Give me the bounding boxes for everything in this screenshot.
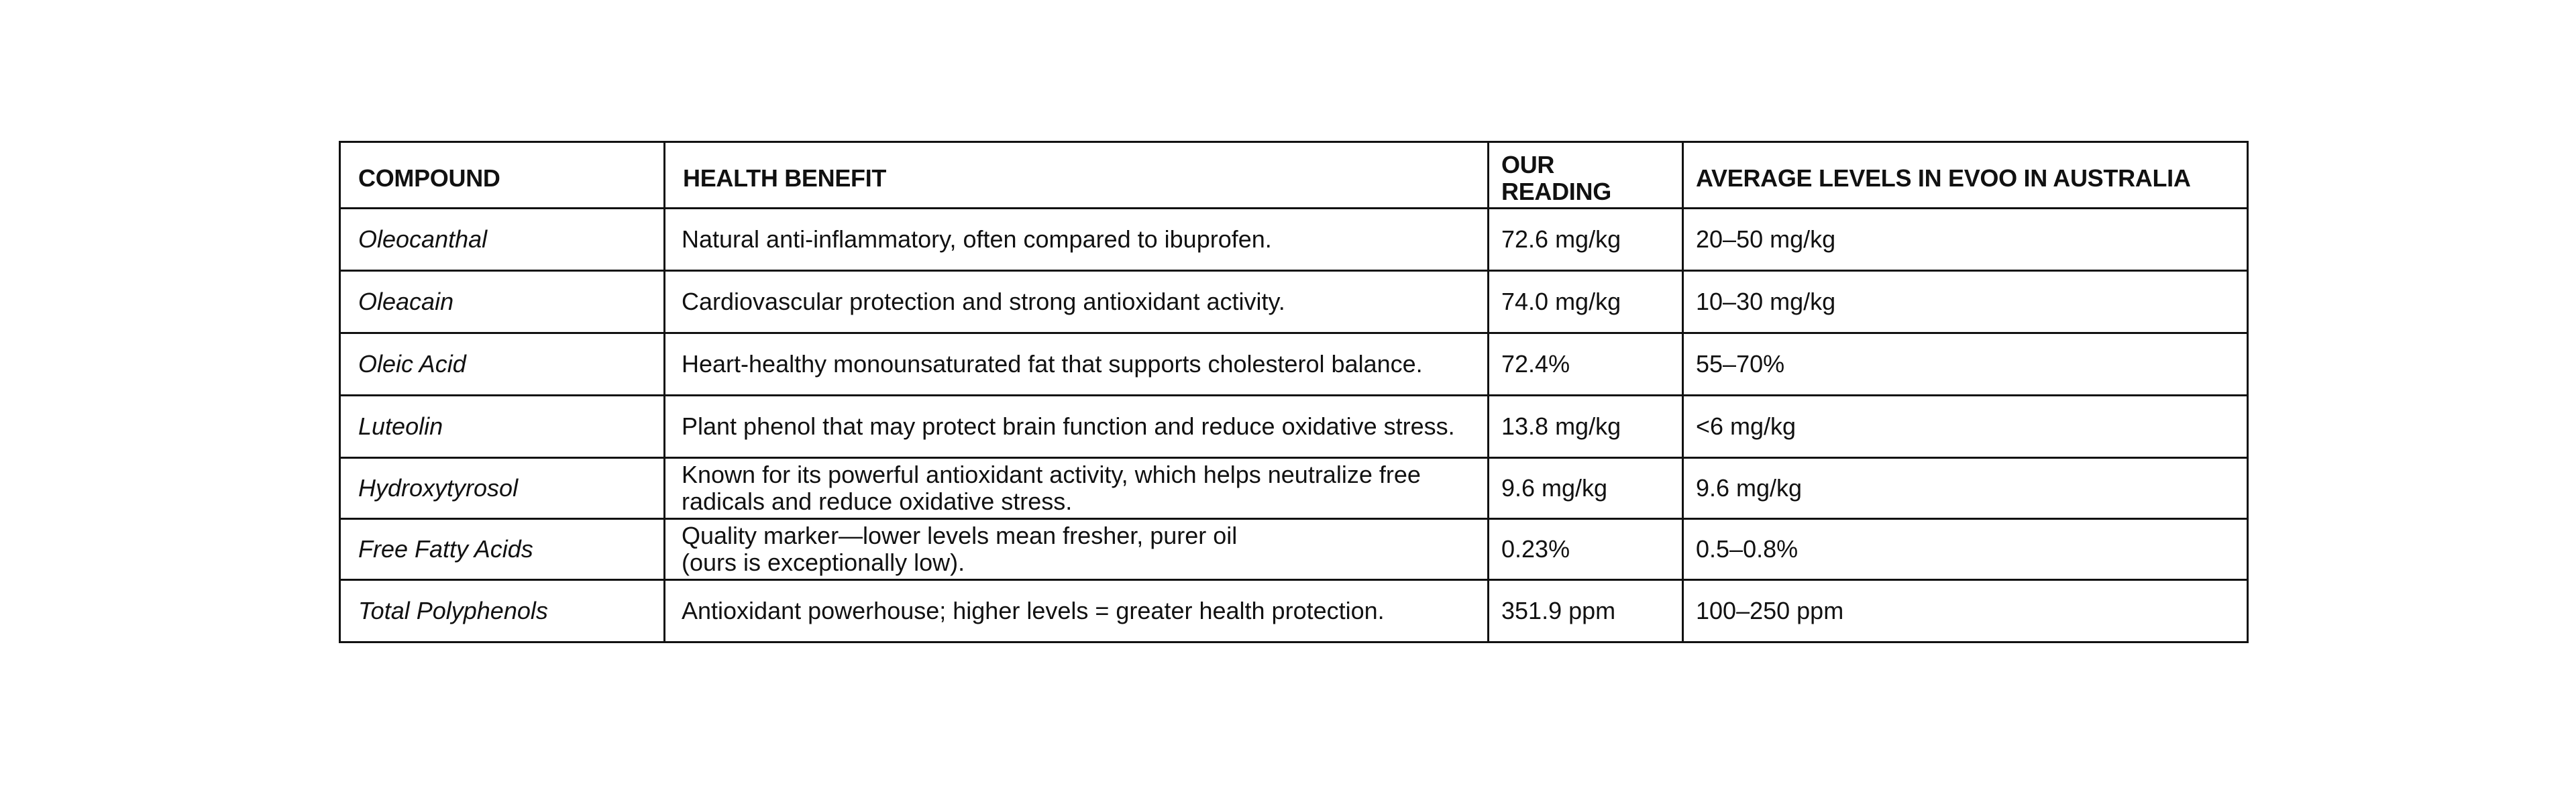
health-benefit [665,396,1489,458]
health-benefit-line: radicals and reduce oxidative stress. [682,488,1073,515]
health-benefit-line: (ours is exceptionally low). [682,549,965,576]
our-reading: 72.6 mg/kg [1489,209,1683,271]
compound-name: Free Fatty Acids [340,519,665,580]
header-compound: COMPOUND [340,142,665,209]
compound-name: Oleocanthal [340,209,665,271]
our-reading: 74.0 mg/kg [1489,271,1683,333]
header-our-reading: OUR READING [1489,142,1683,209]
compound-table-container [339,141,2247,643]
average-level: <6 mg/kg [1683,396,2248,458]
compound-name: Oleacain [340,271,665,333]
table-header-row [340,142,2248,209]
average-level: 9.6 mg/kg [1683,458,2248,519]
our-reading: 9.6 mg/kg [1489,458,1683,519]
our-reading: 72.4% [1489,333,1683,396]
health-benefit [665,333,1489,396]
average-level: 0.5–0.8% [1683,519,2248,580]
health-benefit-line: Heart-healthy monounsaturated fat that supports cholesterol balance. [682,350,1423,378]
table-row [340,519,2248,580]
average-level: 10–30 mg/kg [1683,271,2248,333]
health-benefit [665,580,1489,642]
our-reading: 351.9 ppm [1489,580,1683,642]
health-benefit-line: Known for its powerful antioxidant activity, which helps neutralize free [682,461,1421,488]
compound-name: Luteolin [340,396,665,458]
table-row [340,580,2248,642]
table-row [340,458,2248,519]
compound-name: Hydroxytyrosol [340,458,665,519]
health-benefit [665,271,1489,333]
table-row [340,271,2248,333]
average-level: 100–250 ppm [1683,580,2248,642]
our-reading: 13.8 mg/kg [1489,396,1683,458]
health-benefit [665,519,1489,580]
table-row [340,209,2248,271]
our-reading: 0.23% [1489,519,1683,580]
average-level: 20–50 mg/kg [1683,209,2248,271]
health-benefit-line: Antioxidant powerhouse; higher levels = greater health protection. [682,597,1385,624]
header-health-benefit: HEALTH BENEFIT [665,142,1489,209]
health-benefit-line: Quality marker—lower levels mean fresher, purer oil [682,522,1238,549]
average-level: 55–70% [1683,333,2248,396]
header-average-levels: AVERAGE LEVELS IN EVOO IN AUSTRALIA [1683,142,2248,209]
health-benefit-line: Natural anti-inflammatory, often compared to ibuprofen. [682,225,1272,253]
compound-name: Oleic Acid [340,333,665,396]
table-row [340,396,2248,458]
health-benefit [665,458,1489,519]
health-benefit-line: Plant phenol that may protect brain function and reduce oxidative stress. [682,412,1455,440]
table-row [340,333,2248,396]
compound-name: Total Polyphenols [340,580,665,642]
health-benefit [665,209,1489,271]
compound-table [339,141,2249,643]
health-benefit-line: Cardiovascular protection and strong antioxidant activity. [682,288,1285,315]
